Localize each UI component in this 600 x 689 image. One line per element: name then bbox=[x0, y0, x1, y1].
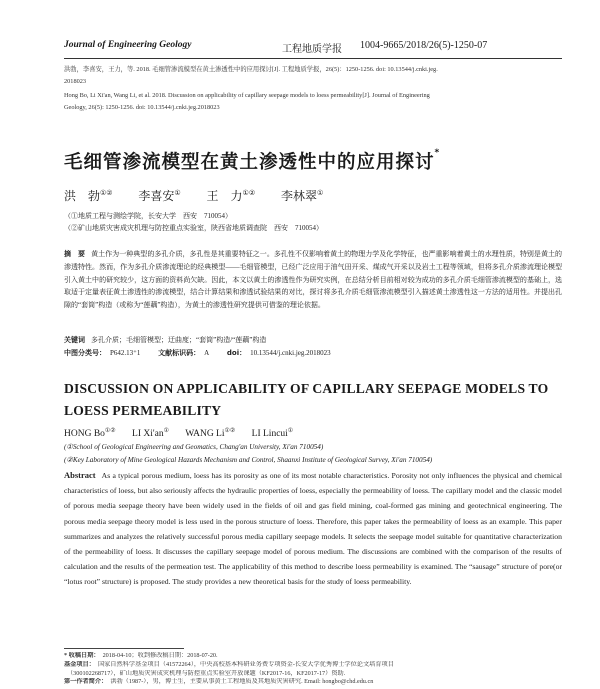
doc-code-label: 文献标识码： bbox=[158, 349, 201, 357]
author-cn-name: 李喜安 bbox=[138, 189, 175, 203]
footnote-text: （300102268717），矿山地质灾害成灾机理与防控重点实验室开放课题（KF2017-16，KF2017-17）资助. bbox=[67, 669, 346, 677]
affiliation-cn-1: （①地质工程与测绘学院，长安大学 西安 710054） bbox=[64, 212, 232, 220]
author-cn-name: 王 力 bbox=[206, 189, 243, 203]
citation-cn-line1: 洪勃，李喜安，王力，等. 2018. 毛细管渗流模型在黄土渗透性中的应用探讨[J]. 工程地质学报，26(5)：1250-1256. doi: 10.13544/j.cnki.jeg. bbox=[64, 66, 438, 73]
abstract-en bbox=[64, 468, 562, 590]
abstract-cn bbox=[64, 248, 562, 312]
author-cn-affil-mark: ① bbox=[174, 189, 181, 197]
footnotes bbox=[64, 652, 562, 687]
citation-cn-line2: 2018023 bbox=[64, 78, 87, 85]
footnote-label: 基金项目： bbox=[64, 660, 95, 668]
classification-line bbox=[64, 348, 562, 358]
footnote-divider bbox=[64, 648, 184, 649]
doi-value: 10.13544/j.cnki.jeg.2018023 bbox=[250, 349, 331, 357]
author-cn bbox=[138, 189, 180, 203]
author-en-affil-mark: ①② bbox=[224, 428, 236, 434]
author-en-affil-mark: ① bbox=[163, 428, 169, 434]
title-cn-text: 毛细管渗流模型在黄土渗透性中的应用探讨 bbox=[64, 152, 435, 173]
author-en bbox=[132, 429, 169, 439]
affiliation-en-2: (②Key Laboratory of Mine Geological Hazards Mechanism and Control, Shaanxi Institute of Geological Survey, Xi'an 710054) bbox=[64, 456, 433, 464]
issue-info: 1004-9665/2018/26(5)-1250-07 bbox=[360, 40, 488, 51]
author-cn-name: 洪 勃 bbox=[64, 189, 101, 203]
abstract-en-label: Abstract bbox=[64, 470, 96, 480]
author-en-affil-mark: ① bbox=[287, 428, 294, 434]
title-footnote-mark: * bbox=[434, 148, 441, 158]
author-cn-affil-mark: ①② bbox=[100, 189, 113, 197]
footnote-text: 2018-04-10；收到修改稿日期：2018-07-20. bbox=[102, 652, 218, 659]
author-cn-name: 李林翠 bbox=[280, 189, 317, 203]
author-en bbox=[64, 429, 116, 439]
clc-value: P642.13⁺1 bbox=[110, 349, 141, 357]
author-en bbox=[185, 429, 235, 439]
clc-label: 中图分类号： bbox=[64, 349, 106, 357]
author-en-name: HONG Bo bbox=[64, 429, 105, 440]
author-cn bbox=[64, 189, 113, 203]
footnote-label: * 收稿日期： bbox=[64, 652, 100, 659]
running-header bbox=[64, 40, 564, 56]
keywords-cn-text: 多孔介质；毛细管模型；迂曲度；“套筒”构造/“莲藕”构造 bbox=[91, 336, 267, 344]
citation-cn bbox=[64, 64, 558, 88]
abstract-en-text: As a typical porous medium, loess has its porosity as one of its most notable characteristics. Porosity not only influences the physical and chemical characteristics of loess, but also seriously affects the hydraulic properties of loess, especially the permeability of loess. The capillary model and the classic model of porous media seepage theory have been widely used in the fields of oil and gas field mining, coal-formed gas mining and geotechnical engineering. The porous media seepage theory model is less used in the porous structure of loess. Therefore, this paper takes the permeability of loess as an example. This paper summarizes and analyzes the relatively successful porous media capillary seepage models. It selects the seepage model suitable for quantitative characterization of the permeability of loess. It discusses the capillary seepage model of porous medium. The discussions are combined with the comparison of the results of calculation and the results of the permeation test. The applicability of this method to describe loess permeability is examined. The “sausage” structure of pore(or “lotus root” structure) is proposed. The study provides a new theoretical basis for the study of loess permeability. bbox=[64, 471, 562, 587]
citation-en-line1: Hong Bo, Li Xi'an, Wang Li, et al. 2018. Discussion on applicability of capillary seepage models to loess permeability[J]. Journal of Engineering bbox=[64, 92, 430, 99]
citation-en bbox=[64, 90, 558, 114]
footnote-label: 第一作者简介： bbox=[64, 678, 108, 686]
keywords-cn-label: 关键词 bbox=[64, 336, 85, 344]
author-cn bbox=[207, 189, 256, 203]
doi-label: doi： bbox=[226, 349, 247, 357]
citation-en-line2: Geology, 26(5): 1250-1256. doi: 10.13544/j.cnki.jeg.2018023 bbox=[64, 104, 220, 111]
author-cn-affil-mark: ① bbox=[316, 189, 324, 197]
author-en-name: LI Lincui bbox=[251, 429, 288, 440]
affiliation-en-1: (①School of Geological Engineering and Geomatics, Chang'an University, Xi'an 710054) bbox=[64, 443, 324, 451]
journal-name-cn: 工程地质学报 bbox=[282, 44, 342, 55]
authors-cn bbox=[64, 187, 564, 204]
footnote-author-bio bbox=[64, 678, 562, 687]
keywords-cn bbox=[64, 335, 562, 345]
journal-name: Journal of Engineering Geology bbox=[64, 40, 192, 50]
header-divider bbox=[64, 58, 562, 59]
footnote-funding-cont bbox=[64, 670, 562, 679]
abstract-cn-text: 黄土作为一种典型的多孔介质，多孔性是其重要特征之一。多孔性不仅影响着黄土的物理力学及化学特征，也严重影响着黄土的水理性质，特别是黄土的渗透特性。然而，作为多孔介质渗流理论的经典模型——毛细管模型，已经广泛应用于油气田开采、煤成气开采以及岩土工程等领域，但将多孔介质渗流理论模型引入黄土中的研究较少，这方面的资料尚欠缺。因此，本文以黄土的渗透性作为研究实例，在总结分析目前相对较为成功的多孔介质毛细管渗流模型的基础上，选取适于定量表征黄土渗透性的渗流模型，结合计算结果和渗透试验结果的对比，探讨将多孔介质毛细管渗流模型引入描述黄土渗透性这一方法的适用性。并提出孔隙的“套筒”构造（或称为“莲藕”构造），为黄土的渗透性研究提供可借鉴的理论依据。 bbox=[64, 250, 563, 310]
footnote-text: 洪勃（1987-），男，博士生，主要从事黄土工程地质及其地质灾害研究. Email: hongbo@chd.edu.cn bbox=[110, 678, 374, 686]
author-en bbox=[252, 429, 294, 439]
abstract-cn-label: 摘 要 bbox=[64, 250, 86, 258]
author-en-affil-mark: ①② bbox=[104, 428, 116, 434]
author-cn bbox=[281, 189, 323, 203]
title-cn bbox=[64, 148, 564, 174]
affiliation-cn-2: （②矿山地质灾害成灾机理与防控重点实验室，陕西省地质调查院 西安 710054） bbox=[64, 224, 323, 232]
footnote-received bbox=[64, 652, 562, 661]
author-en-name: WANG Li bbox=[185, 429, 225, 440]
footnote-funding bbox=[64, 661, 562, 670]
authors-en bbox=[64, 427, 564, 439]
author-cn-affil-mark: ①② bbox=[242, 189, 256, 197]
title-en: DISCUSSION ON APPLICABILITY OF CAPILLARY SEEPAGE MODELS TO LOESS PERMEABILITY bbox=[64, 381, 549, 418]
author-en-name: LI Xi'an bbox=[132, 429, 164, 440]
doc-code-value: A bbox=[204, 349, 210, 357]
footnote-text: 国家自然科学基金项目（41572264），中央高校基本科研业务费专项资金-长安大学优秀博士学位论文培育项目 bbox=[97, 660, 394, 668]
